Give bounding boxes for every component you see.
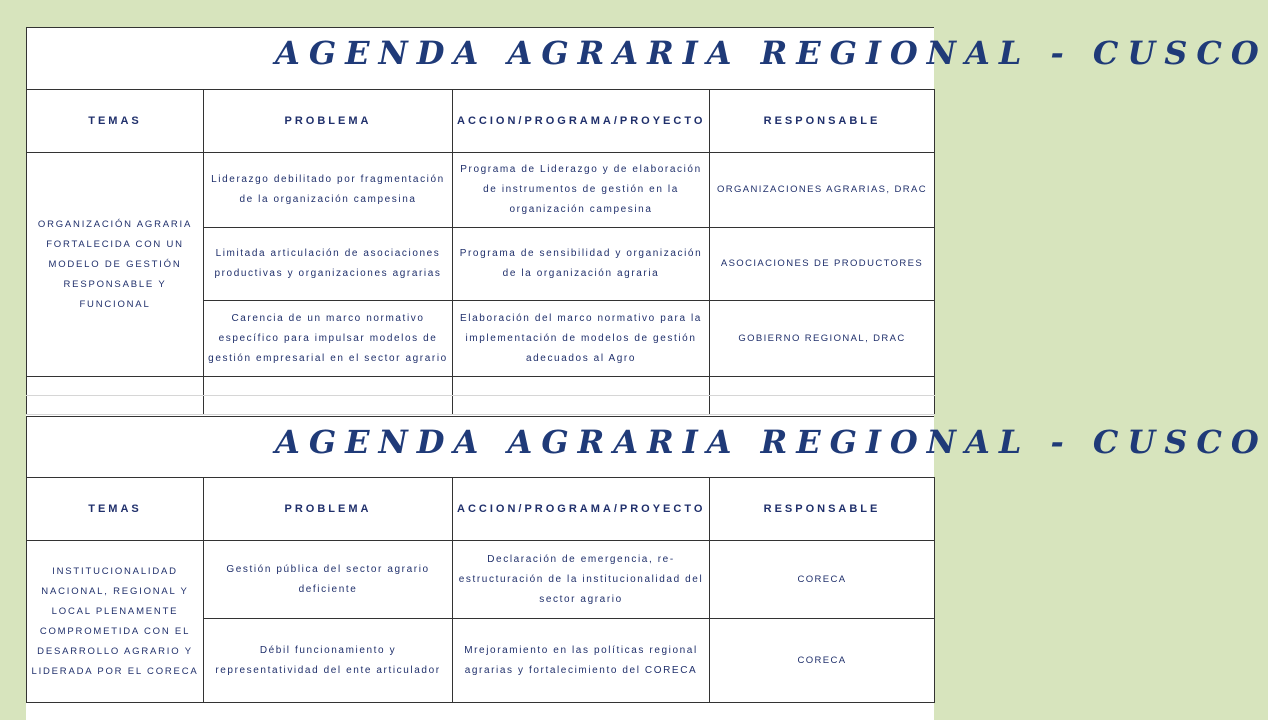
- agenda-table-1: [26, 89, 935, 415]
- agenda-title-2: AGENDA AGRARIA REGIONAL - CUSCO: [275, 423, 1268, 461]
- accion-cell: Mrejoramiento en las políticas regional agrarias y fortalecimiento del CORECA: [453, 619, 710, 703]
- header-problema: PROBLEMA: [204, 90, 453, 153]
- theme-cell: INSTITUCIONALIDAD NACIONAL, REGIONAL Y LOCAL PLENAMENTE COMPROMETIDA CON EL DESARROLLO AGRARIO Y LIDERADA POR EL CORECA: [27, 541, 204, 703]
- header-accion: ACCION/PROGRAMA/PROYECTO: [453, 90, 710, 153]
- responsable-cell: CORECA: [710, 541, 935, 619]
- responsable-cell: ASOCIACIONES DE PRODUCTORES: [710, 228, 935, 301]
- accion-cell: Elaboración del marco normativo para la implementación de modelos de gestión adecuados al Agro: [453, 301, 710, 377]
- header-row: [27, 90, 935, 153]
- responsable-cell: ORGANIZACIONES AGRARIAS, DRAC: [710, 153, 935, 228]
- header-problema: PROBLEMA: [204, 478, 453, 541]
- theme-cell: ORGANIZACIÓN AGRARIA FORTALECIDA CON UN MODELO DE GESTIÓN RESPONSABLE Y FUNCIONAL: [27, 153, 204, 377]
- agenda-table-2: [26, 477, 935, 703]
- empty-row: [27, 377, 935, 396]
- agenda-title-1: AGENDA AGRARIA REGIONAL - CUSCO: [275, 34, 1268, 72]
- agenda-banner-1: [26, 27, 1268, 90]
- table-row: [27, 541, 935, 619]
- responsable-cell: CORECA: [710, 619, 935, 703]
- header-temas: TEMAS: [27, 478, 204, 541]
- header-accion: ACCION/PROGRAMA/PROYECTO: [453, 478, 710, 541]
- responsable-cell: GOBIERNO REGIONAL, DRAC: [710, 301, 935, 377]
- problema-cell: Débil funcionamiento y representatividad del ente articulador: [204, 619, 453, 703]
- problema-cell: Limitada articulación de asociaciones productivas y organizaciones agrarias: [204, 228, 453, 301]
- empty-row: [27, 396, 935, 415]
- problema-cell: Gestión pública del sector agrario deficiente: [204, 541, 453, 619]
- table-row: [27, 153, 935, 228]
- agenda-banner-2: [26, 416, 1268, 478]
- accion-cell: Declaración de emergencia, re-estructuración de la institucionalidad del sector agrario: [453, 541, 710, 619]
- header-temas: TEMAS: [27, 90, 204, 153]
- header-responsable: RESPONSABLE: [710, 90, 935, 153]
- accion-cell: Programa de sensibilidad y organización de la organización agraria: [453, 228, 710, 301]
- header-row: [27, 478, 935, 541]
- problema-cell: Liderazgo debilitado por fragmentación de la organización campesina: [204, 153, 453, 228]
- header-responsable: RESPONSABLE: [710, 478, 935, 541]
- accion-cell: Programa de Liderazgo y de elaboración de instrumentos de gestión en la organización campesina: [453, 153, 710, 228]
- problema-cell: Carencia de un marco normativo específico para impulsar modelos de gestión empresarial en el sector agrario: [204, 301, 453, 377]
- slide-sheet: [26, 27, 1268, 720]
